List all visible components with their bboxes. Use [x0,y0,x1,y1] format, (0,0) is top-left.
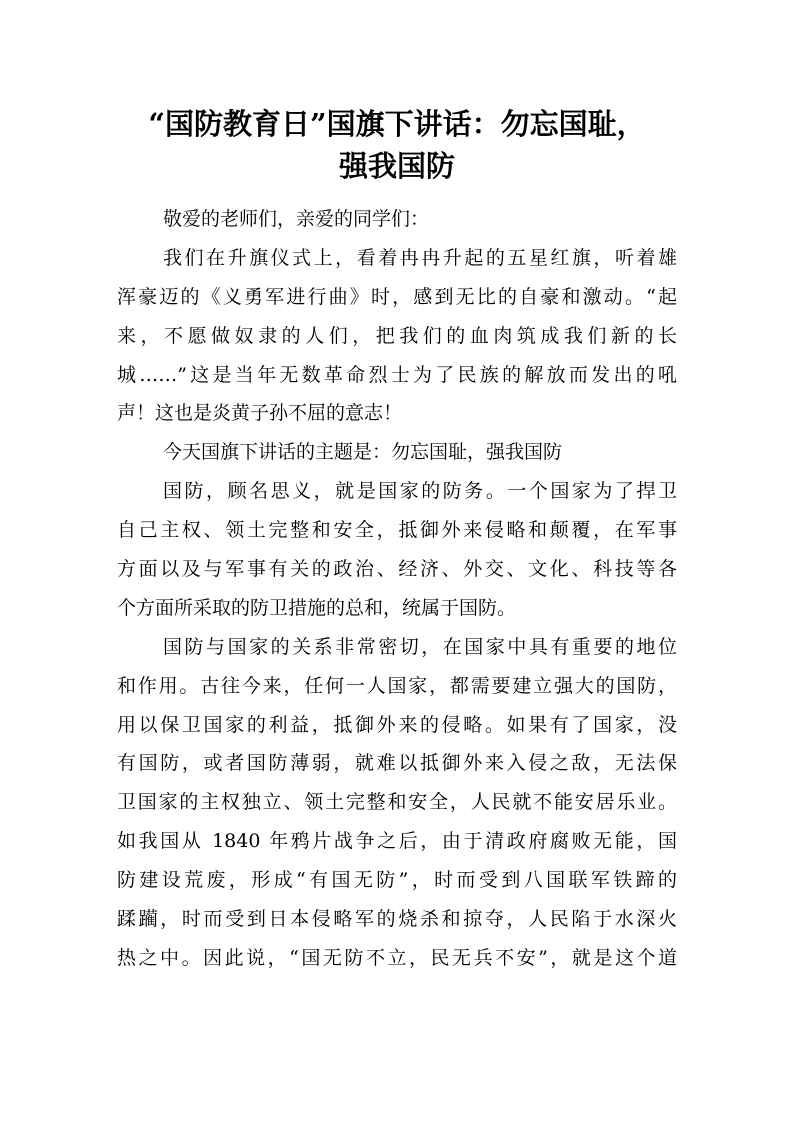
text-line: 方面以及与军事有关的政治、经济、外交、文化、科技等各 [117,558,677,581]
text-line: 个方面所采取的防卫措施的总和，统属于国防。 [117,596,517,619]
text-line: 卫国家的主权独立、领土完整和安全，人民就不能安居乐业。 [117,791,677,814]
text-line: 热之中。因此说，“国无防不立，民无兵不安”，就是这个道 [117,946,677,969]
text-line: 蹂躏，时而受到日本侵略军的烧杀和掠夺，人民陷于水深火 [117,908,677,931]
text-line: 城……”这是当年无数革命烈士为了民族的解放而发出的吼 [117,363,677,386]
text-line: 用以保卫国家的利益，抵御外来的侵略。如果有了国家，没 [117,713,677,736]
text-line: 今天国旗下讲话的主题是：勿忘国耻，强我国防 [163,441,563,464]
text-line: 来，不愿做奴隶的人们，把我们的血肉筑成我们新的长 [117,324,677,347]
text-line: 如我国从 1840 年鸦片战争之后，由于清政府腐败无能，国 [117,830,677,853]
text-line: 自己主权、领土完整和安全，抵御外来侵略和颠覆，在军事 [117,519,677,542]
text-line: 国防，顾名思义，就是国家的防务。一个国家为了捍卫 [163,480,677,503]
text-line: 防建设荒废，形成“有国无防”，时而受到八国联军铁蹄的 [117,869,677,892]
text-line: 声！这也是炎黄子孙不屈的意志！ [117,402,403,425]
text-line: 浑豪迈的《义勇军进行曲》时，感到无比的自豪和激动。“起 [117,285,677,308]
text-line: 敬爱的老师们，亲爱的同学们： [163,208,430,230]
text-line: 和作用。古往今来，任何一人国家，都需要建立强大的国防， [117,674,677,697]
text-line: 有国防，或者国防薄弱，就难以抵御外来入侵之敌，无法保 [117,752,677,775]
title-line-1: “国防教育日”国旗下讲话：勿忘国耻， [148,107,646,141]
text-line: 国防与国家的关系非常密切，在国家中具有重要的地位 [163,635,677,658]
title-line-2: 强我国防 [338,149,455,183]
text-line: 我们在升旗仪式上，看着冉冉升起的五星红旗，听着雄 [163,246,677,269]
body-text [117,200,677,978]
